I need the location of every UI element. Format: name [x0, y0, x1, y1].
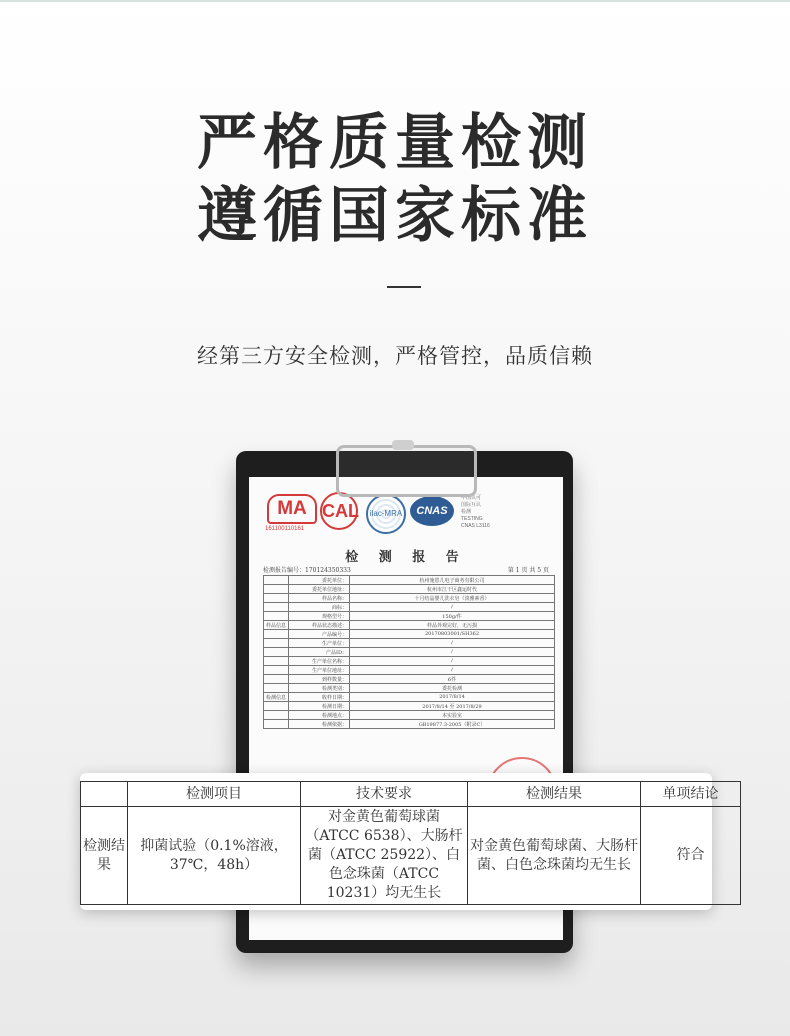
top-accent-line: [0, 0, 790, 2]
report-row-value: GB19877.3-2005（附录C）: [350, 720, 555, 729]
report-row: [264, 612, 555, 621]
cell-item: 抑菌试验（0.1%溶液，37℃，48h）: [128, 807, 301, 905]
report-row-value: /: [350, 666, 555, 675]
report-row-group: [264, 612, 289, 621]
report-page-number: 第 1 页 共 5 页: [507, 567, 549, 574]
cell-result: 对金黄色葡萄球菌、大肠杆菌、白色念珠菌均无生长: [468, 807, 641, 905]
report-row-group: [264, 684, 289, 693]
cell-requirement: 对金黄色葡萄球菌（ATCC 6538）、大肠杆菌（ATCC 25922）、白色念珠菌（ATCC 10231）均无生长: [301, 807, 468, 905]
report-row: [264, 657, 555, 666]
report-row: [264, 711, 555, 720]
subtitle: 经第三方安全检测，严格管控，品质信赖: [197, 344, 593, 368]
headline-line-2: 遵循国家标准: [197, 181, 593, 251]
report-row-value: 样品外观完好，无污损: [350, 621, 555, 630]
report-row-value: 本实验室: [350, 711, 555, 720]
report-row-value: 杭州市江干区鑫运时代: [350, 585, 555, 594]
report-row-group: [264, 594, 289, 603]
report-row-label: 检测依据：: [289, 720, 350, 729]
report-row-label: 生产单位地址：: [289, 666, 350, 675]
report-row-label: 商标：: [289, 603, 350, 612]
report-row: [264, 639, 555, 648]
report-row-value: 150g/件: [350, 612, 555, 621]
report-row: [264, 585, 555, 594]
report-row-value: /: [350, 639, 555, 648]
clipboard-clip: [336, 445, 477, 497]
ma-code: 161100110161: [265, 526, 305, 532]
report-row-group: [264, 720, 289, 729]
cnas-logo: CNAS: [410, 496, 454, 526]
report-row-label: 产品ID：: [289, 648, 350, 657]
report-row: [264, 693, 555, 702]
report-row-group: [264, 576, 289, 585]
report-row: [264, 603, 555, 612]
cnas-side-text: 中国认可 国际互认 检测 TESTING CNAS L3116: [461, 495, 490, 529]
cell-conclusion: 符合: [641, 807, 741, 905]
report-row-label: 生产单位：: [289, 639, 350, 648]
report-row: [264, 702, 555, 711]
report-row: [264, 621, 555, 630]
headline-line-1: 严格质量检测: [197, 108, 593, 178]
report-row-label: 委托单位地址：: [289, 585, 350, 594]
ilac-mra-logo: ilac-MRA: [366, 494, 406, 534]
report-row: [264, 630, 555, 639]
report-row: [264, 576, 555, 585]
report-row-value: 2017/8/14 至 2017/8/29: [350, 702, 555, 711]
report-row-group: [264, 702, 289, 711]
report-row-label: 规格型号：: [289, 612, 350, 621]
report-row-group: [264, 603, 289, 612]
report-row: [264, 666, 555, 675]
report-row-value: /: [350, 657, 555, 666]
report-row-group: [264, 630, 289, 639]
report-row-group: [264, 675, 289, 684]
report-row-group: [264, 657, 289, 666]
report-title: 检 测 报 告: [345, 550, 467, 565]
report-row-group: [264, 648, 289, 657]
report-row-value: /: [350, 648, 555, 657]
report-row-label: 样品状态描述：: [289, 621, 350, 630]
group-label: 检测结果: [81, 807, 128, 905]
clipboard-clip-rivet: [392, 440, 414, 450]
report-row-label: 生产单位名称：: [289, 657, 350, 666]
ma-logo: MA: [267, 494, 317, 524]
report-row-value: 委托检测: [350, 684, 555, 693]
report-row: [264, 684, 555, 693]
report-row: [264, 720, 555, 729]
cal-logo: CAL: [320, 492, 358, 530]
report-row: [264, 648, 555, 657]
header-requirement: 技术要求: [301, 782, 468, 807]
report-row-value: 2017/8/14: [350, 693, 555, 702]
report-row: [264, 594, 555, 603]
report-row-value: /: [350, 603, 555, 612]
header-conclusion: 单项结论: [641, 782, 741, 807]
report-row: [264, 675, 555, 684]
report-row-group: 样品信息: [264, 621, 289, 630]
report-row-group: 检测信息: [264, 693, 289, 702]
report-number: 检测报告编号：170124350333: [263, 567, 351, 574]
report-row-label: 收样日期：: [289, 693, 350, 702]
report-row-label: 产品编号：: [289, 630, 350, 639]
report-row-group: [264, 585, 289, 594]
report-row-label: 委托单位：: [289, 576, 350, 585]
report-row-group: [264, 711, 289, 720]
divider: [387, 286, 421, 288]
report-row-value: 20170803001/SH362: [350, 630, 555, 639]
report-info-table: [263, 575, 555, 729]
report-row-value: 6件: [350, 675, 555, 684]
report-row-label: 样品名称：: [289, 594, 350, 603]
header-item: 检测项目: [128, 782, 301, 807]
report-row-label: 检测类别：: [289, 684, 350, 693]
report-row-value: 杭州施恩儿电子商务有限公司: [350, 576, 555, 585]
report-row-group: [264, 666, 289, 675]
report-row-label: 检测地点：: [289, 711, 350, 720]
report-row-label: 到样数量：: [289, 675, 350, 684]
report-row-group: [264, 639, 289, 648]
report-row-value: 十月结晶婴儿洗衣皂（淡雅素香）: [350, 594, 555, 603]
result-table: [80, 781, 741, 905]
report-row-label: 检测日期：: [289, 702, 350, 711]
header-result: 检测结果: [468, 782, 641, 807]
